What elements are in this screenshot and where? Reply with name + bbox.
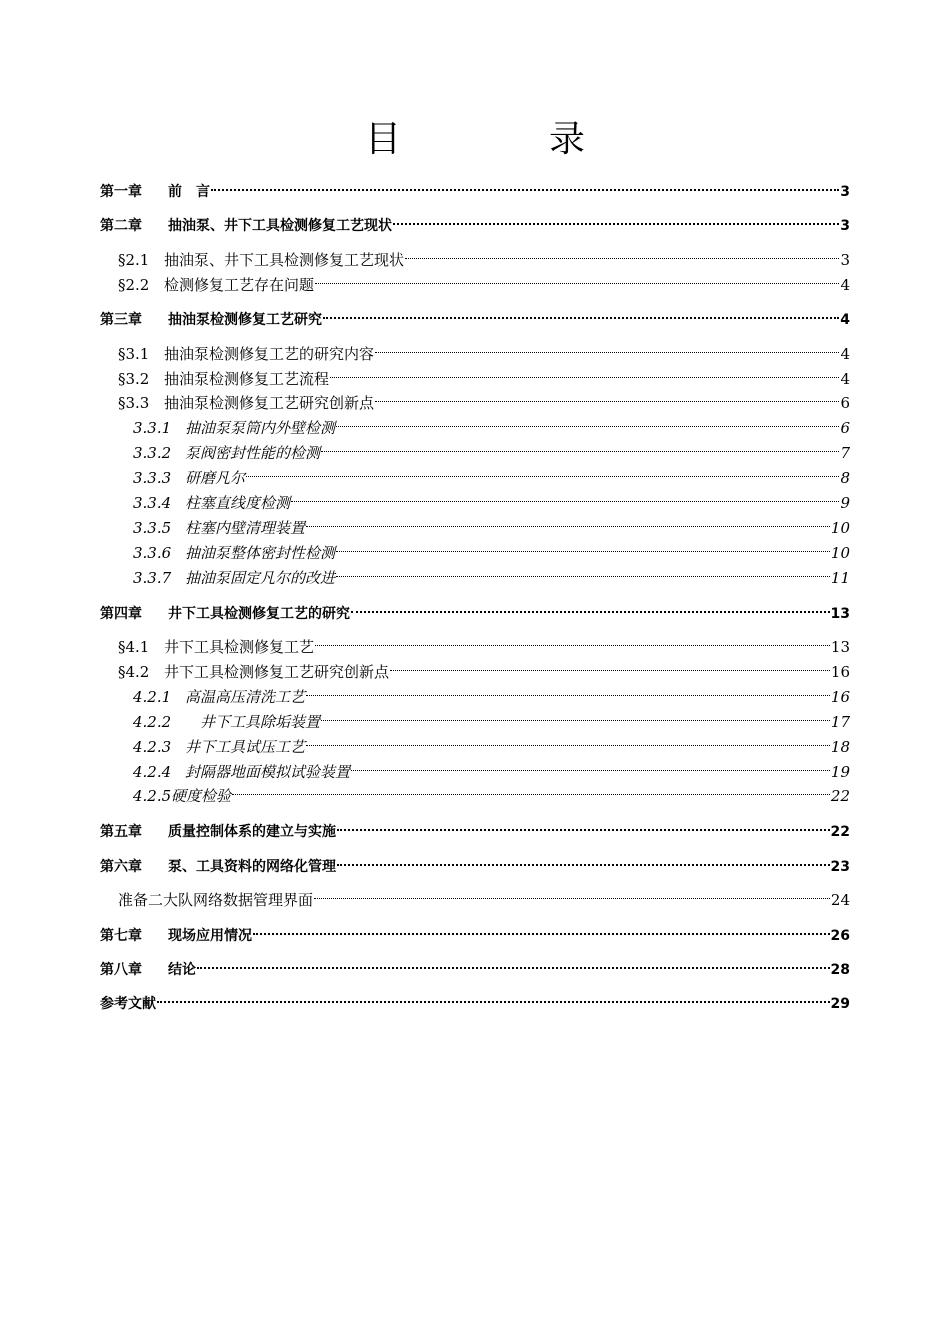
toc-entry-title: 柱塞直线度检测 [185, 494, 291, 512]
toc-entry-number: 第二章 [100, 218, 142, 234]
toc-entry[interactable] [100, 849, 850, 875]
toc-entry-page-number: 4 [840, 276, 850, 294]
toc-entry-page-number: 23 [830, 859, 850, 875]
toc-entry-number: 第七章 [100, 928, 142, 944]
dot-leader [197, 952, 830, 974]
toc-entry-title: 井下工具除垢装置 [185, 713, 321, 731]
toc-entry-number: 3.3.5 [133, 519, 172, 537]
toc-entry-page-number: 28 [830, 962, 850, 978]
toc-entry[interactable] [100, 814, 850, 840]
toc-entry[interactable] [133, 680, 850, 706]
dot-leader [315, 630, 830, 652]
toc-entry-number: §2.2 [118, 276, 150, 294]
toc-entry-title: 井下工具试压工艺 [185, 738, 306, 756]
toc-entry-title: 研磨凡尔 [185, 469, 246, 487]
dot-leader [306, 680, 830, 702]
toc-entry-number: 3.3.6 [133, 544, 172, 562]
toc-entry-title: 抽油泵整体密封性检测 [185, 544, 336, 562]
dot-leader [232, 779, 830, 801]
toc-entry-number: 4.2.4 [133, 763, 172, 781]
toc-entry-page-number: 22 [830, 787, 850, 805]
toc-entry-page-number: 11 [830, 569, 850, 587]
toc-entry[interactable] [100, 986, 850, 1012]
toc-entry-page-number: 9 [840, 494, 850, 512]
toc-entry[interactable] [133, 730, 850, 756]
toc-title: 目 录 [364, 119, 641, 160]
toc-entry[interactable] [118, 268, 850, 294]
dot-leader [306, 511, 830, 533]
dot-leader [336, 411, 839, 433]
toc-entry-page-number: 3 [840, 218, 850, 234]
toc-entry-number: 3.3.7 [133, 569, 172, 587]
toc-entry-number: 第一章 [100, 184, 142, 200]
dot-leader [351, 755, 830, 777]
toc-entry-number: §4.1 [118, 638, 150, 656]
dot-leader [321, 705, 830, 727]
toc-entry-page-number: 24 [830, 891, 850, 909]
toc-entry-title: 抽油泵检测修复工艺研究创新点 [164, 394, 375, 412]
toc-entry-title: 参考文献 [100, 996, 156, 1012]
toc-entry-title: 抽油泵、井下工具检测修复工艺现状 [164, 251, 405, 269]
dot-leader [336, 561, 830, 583]
toc-entry-number: 第三章 [100, 312, 142, 328]
toc-entry-number: 3.3.2 [133, 444, 172, 462]
toc-entry-number: 4.2.2 [133, 713, 172, 731]
toc-entry[interactable] [118, 337, 850, 363]
toc-entry-number: 4.2.5 [133, 787, 172, 805]
toc-entry[interactable] [100, 208, 850, 234]
toc-entry-title: 柱塞内壁清理装置 [185, 519, 306, 537]
toc-entry-title: 抽油泵检测修复工艺的研究内容 [164, 345, 375, 363]
toc-entry[interactable] [133, 411, 850, 437]
dot-leader [337, 849, 830, 871]
toc-entry[interactable] [100, 918, 850, 944]
toc-entry-page-number: 8 [840, 469, 850, 487]
toc-entry-title: 检测修复工艺存在问题 [164, 276, 315, 294]
toc-entry-title: 泵阀密封性能的检测 [185, 444, 321, 462]
toc-entry-number: 第六章 [100, 859, 142, 875]
toc-entry-number: 3.3.3 [133, 469, 172, 487]
toc-entry-page-number: 29 [830, 996, 850, 1012]
dot-leader [390, 655, 830, 677]
toc-entry-title: 泵、工具资料的网络化管理 [168, 859, 336, 875]
toc-entry-number: §3.1 [118, 345, 150, 363]
toc-entry[interactable] [133, 561, 850, 587]
toc-entry-title: 高温高压清洗工艺 [185, 688, 306, 706]
toc-entry[interactable] [118, 362, 850, 388]
toc-entry[interactable] [133, 705, 850, 731]
toc-entry[interactable] [133, 486, 850, 512]
toc-entry-title: 抽油泵泵筒内外壁检测 [185, 419, 336, 437]
toc-entry[interactable] [118, 630, 850, 656]
toc-entry-number: §2.1 [118, 251, 150, 269]
toc-entry-number: 4.2.1 [133, 688, 172, 706]
toc-entry-page-number: 17 [830, 713, 850, 731]
dot-leader [321, 436, 839, 458]
toc-entry-number: §4.2 [118, 663, 150, 681]
dot-leader [393, 208, 839, 230]
dot-leader [246, 461, 839, 483]
dot-leader [405, 243, 839, 265]
toc-entry-title: 前 言 [168, 184, 210, 200]
toc-entry-title: 井下工具检测修复工艺研究创新点 [164, 663, 390, 681]
dot-leader [291, 486, 839, 508]
toc-entry[interactable] [133, 779, 850, 805]
toc-entry[interactable] [100, 174, 850, 200]
toc-entry-page-number: 6 [840, 394, 850, 412]
dot-leader [253, 918, 830, 940]
toc-entry-number: §3.2 [118, 370, 150, 388]
toc-entry[interactable] [118, 386, 850, 412]
toc-entry[interactable] [100, 952, 850, 978]
toc-entry[interactable] [118, 243, 850, 269]
dot-leader [336, 536, 830, 558]
dot-leader [375, 386, 839, 408]
toc-entry-page-number: 16 [830, 663, 850, 681]
toc-entry-title: 井下工具检测修复工艺 [164, 638, 315, 656]
toc-entry[interactable] [133, 436, 850, 462]
toc-entry-title: 井下工具检测修复工艺的研究 [168, 606, 350, 622]
toc-entry[interactable] [133, 511, 850, 537]
toc-entry-title: 抽油泵检测修复工艺流程 [164, 370, 330, 388]
toc-entry-page-number: 13 [830, 606, 850, 622]
dot-leader [323, 302, 839, 324]
toc-entry[interactable] [133, 536, 850, 562]
toc-entry-page-number: 3 [840, 184, 850, 200]
toc-entry-page-number: 6 [840, 419, 850, 437]
toc-entry-page-number: 22 [830, 824, 850, 840]
toc-entry-number: 4.2.3 [133, 738, 172, 756]
dot-leader [330, 362, 839, 384]
toc-entry[interactable] [118, 883, 850, 909]
toc-entry[interactable] [133, 461, 850, 487]
toc-entry[interactable] [118, 655, 850, 681]
toc-entry-page-number: 4 [840, 345, 850, 363]
toc-entry-title: 封隔器地面模拟试验装置 [185, 763, 351, 781]
toc-entry-number: 第四章 [100, 606, 142, 622]
toc-entry-title: 抽油泵检测修复工艺研究 [168, 312, 322, 328]
toc-entry-page-number: 4 [840, 370, 850, 388]
toc-entry-page-number: 19 [830, 763, 850, 781]
toc-entry-page-number: 16 [830, 688, 850, 706]
toc-entry-page-number: 26 [830, 928, 850, 944]
dot-leader [157, 986, 830, 1008]
toc-entry-title: 结论 [168, 962, 196, 978]
toc-entry-page-number: 13 [830, 638, 850, 656]
dot-leader [337, 814, 830, 836]
dot-leader [306, 730, 830, 752]
toc-entry-title: 硬度检验 [171, 787, 232, 805]
dot-leader [375, 337, 839, 359]
toc-entry-page-number: 10 [830, 544, 850, 562]
toc-entry-title: 准备二大队网络数据管理界面 [118, 891, 314, 909]
toc-entry-number: 3.3.4 [133, 494, 172, 512]
dot-leader [315, 268, 839, 290]
dot-leader [351, 596, 830, 618]
toc-entry-page-number: 4 [840, 312, 850, 328]
toc-entry-number: 第五章 [100, 824, 142, 840]
toc-entry-page-number: 7 [840, 444, 850, 462]
toc-entry-number: §3.3 [118, 394, 150, 412]
toc-entry[interactable] [100, 596, 850, 622]
toc-entry-page-number: 3 [840, 251, 850, 269]
toc-entry-page-number: 18 [830, 738, 850, 756]
toc-entry-title: 抽油泵、井下工具检测修复工艺现状 [168, 218, 392, 234]
dot-leader [211, 174, 839, 196]
toc-entry[interactable] [100, 302, 850, 328]
toc-entry-title: 现场应用情况 [168, 928, 252, 944]
toc-entry-number: 第八章 [100, 962, 142, 978]
dot-leader [314, 883, 830, 905]
toc-entry-title: 质量控制体系的建立与实施 [168, 824, 336, 840]
toc-entry-number: 3.3.1 [133, 419, 172, 437]
toc-entry-title: 抽油泵固定凡尔的改进 [185, 569, 336, 587]
toc-entry-page-number: 10 [830, 519, 850, 537]
toc-entry[interactable] [133, 755, 850, 781]
